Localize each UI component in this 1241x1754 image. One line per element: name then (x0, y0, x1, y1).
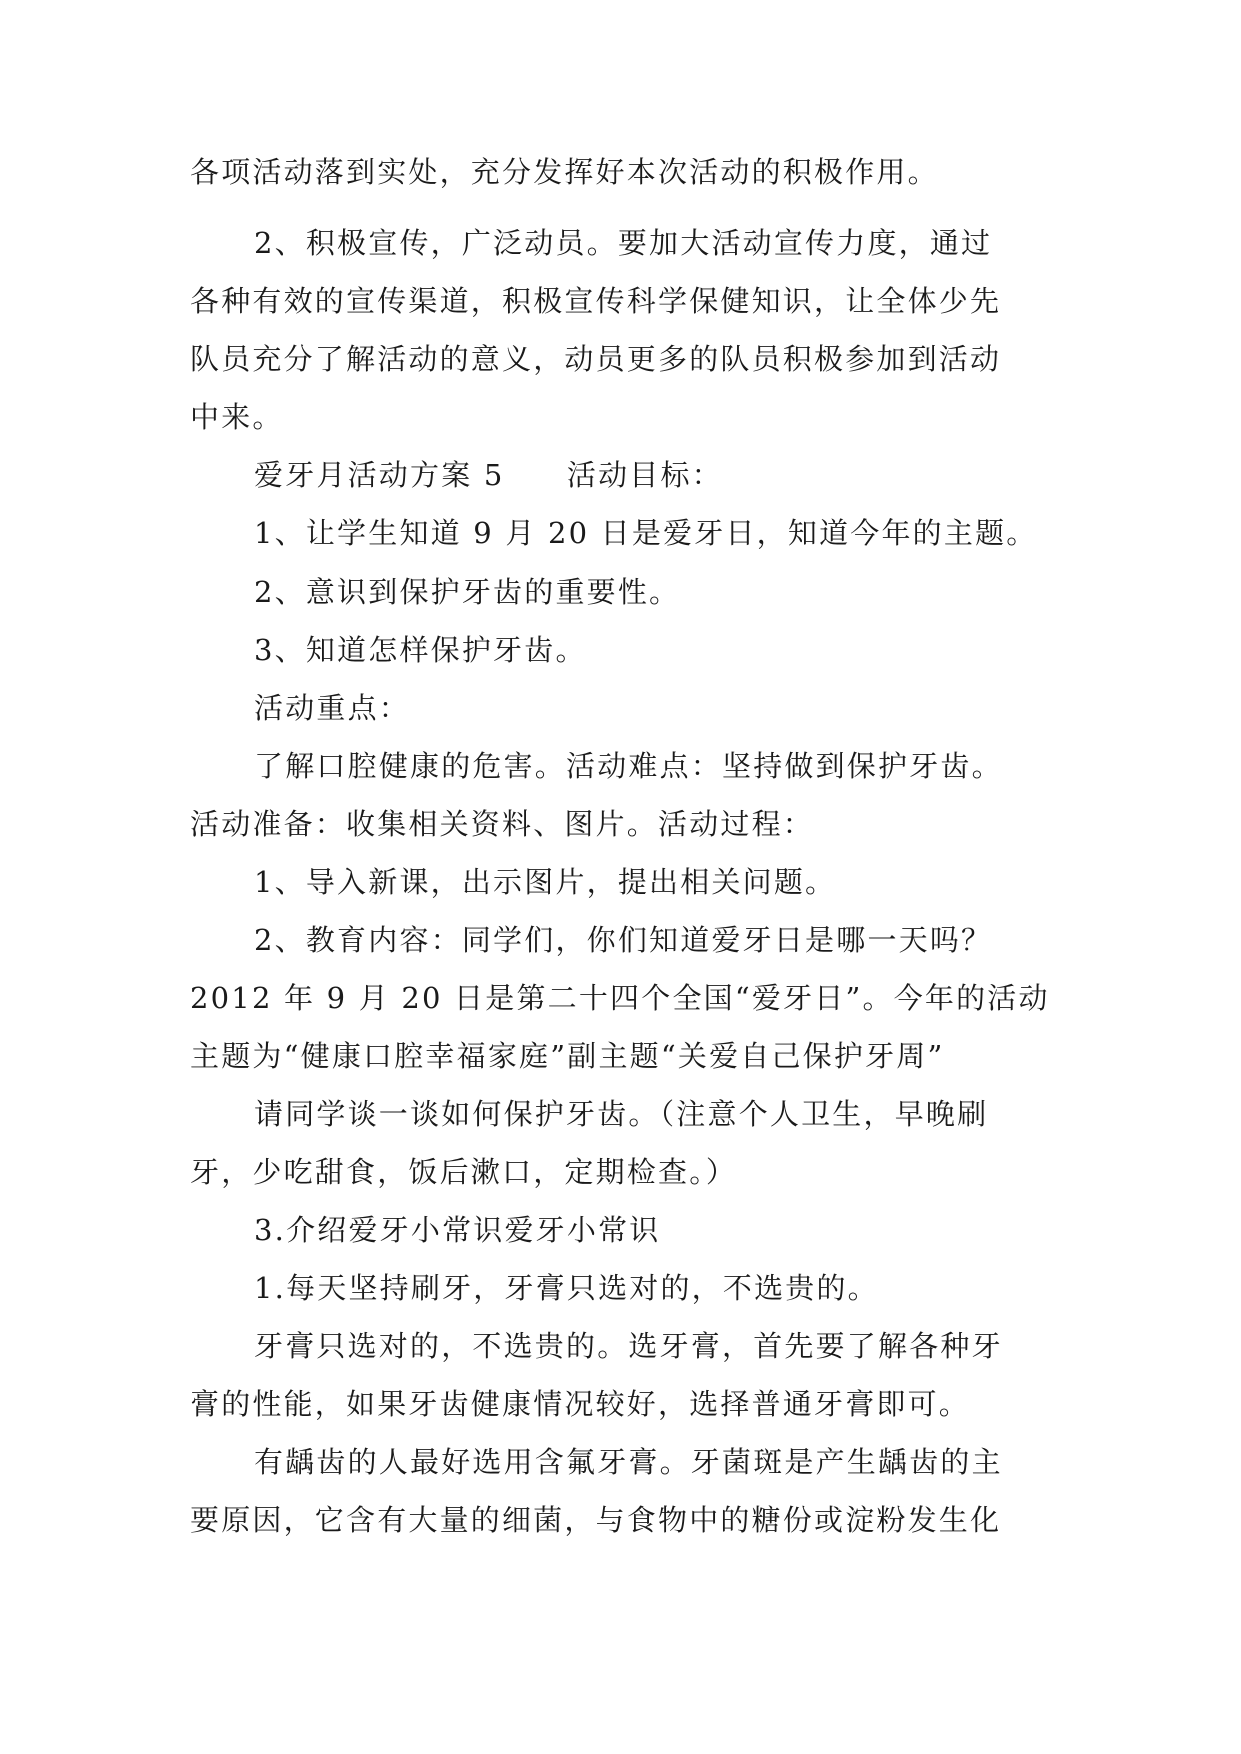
text-line: 各种有效的宣传渠道，积极宣传科学保健知识，让全体少先 (190, 284, 1002, 318)
text-line: 中来。 (190, 400, 284, 434)
text-line: 主题为“健康口腔幸福家庭”副主题“关爱自己保护牙周” (190, 1039, 945, 1073)
text-line: 膏的性能，如果牙齿健康情况较好，选择普通牙膏即可。 (190, 1387, 971, 1421)
text-line: 有龋齿的人最好选用含氟牙膏。牙菌斑是产生龋齿的主 (254, 1445, 1003, 1479)
text-line: 队员充分了解活动的意义，动员更多的队员积极参加到活动 (190, 342, 1002, 376)
text-line: 2012 年 9 月 20 日是第二十四个全国“爱牙日”。今年的活动 (190, 981, 1050, 1015)
text-line: 活动准备：收集相关资料、图片。活动过程： (190, 807, 815, 841)
text-line: 1、导入新课，出示图片，提出相关问题。 (254, 865, 837, 899)
text-line: 牙膏只选对的，不选贵的。选牙膏，首先要了解各种牙 (254, 1329, 1003, 1363)
text-line: 牙，少吃甜食，饭后漱口，定期检查。） (190, 1155, 738, 1189)
text-line: 各项活动落到实处，充分发挥好本次活动的积极作用。 (190, 155, 939, 189)
text-line: 了解口腔健康的危害。活动难点：坚持做到保护牙齿。 (254, 749, 1003, 783)
text-line: 请同学谈一谈如何保护牙齿。（注意个人卫生，早晚刷 (254, 1097, 989, 1131)
text-line: 2、积极宣传，广泛动员。要加大活动宣传力度，通过 (254, 226, 993, 260)
text-line: 2、意识到保护牙齿的重要性。 (254, 575, 681, 609)
text-line: 活动重点： (254, 691, 411, 725)
text-line: 要原因，它含有大量的细菌，与食物中的糖份或淀粉发生化 (190, 1503, 1002, 1537)
section-heading: 爱牙月活动方案 5 活动目标： (254, 458, 723, 492)
text-line: 3、知道怎样保护牙齿。 (254, 633, 587, 667)
text-line: 3.介绍爱牙小常识爱牙小常识 (254, 1213, 661, 1247)
text-line: 1、让学生知道 9 月 20 日是爱牙日，知道今年的主题。 (254, 516, 1038, 550)
text-line: 2、教育内容：同学们，你们知道爱牙日是哪一天吗？ (254, 923, 993, 957)
text-line: 1.每天坚持刷牙，牙膏只选对的，不选贵的。 (254, 1271, 879, 1305)
